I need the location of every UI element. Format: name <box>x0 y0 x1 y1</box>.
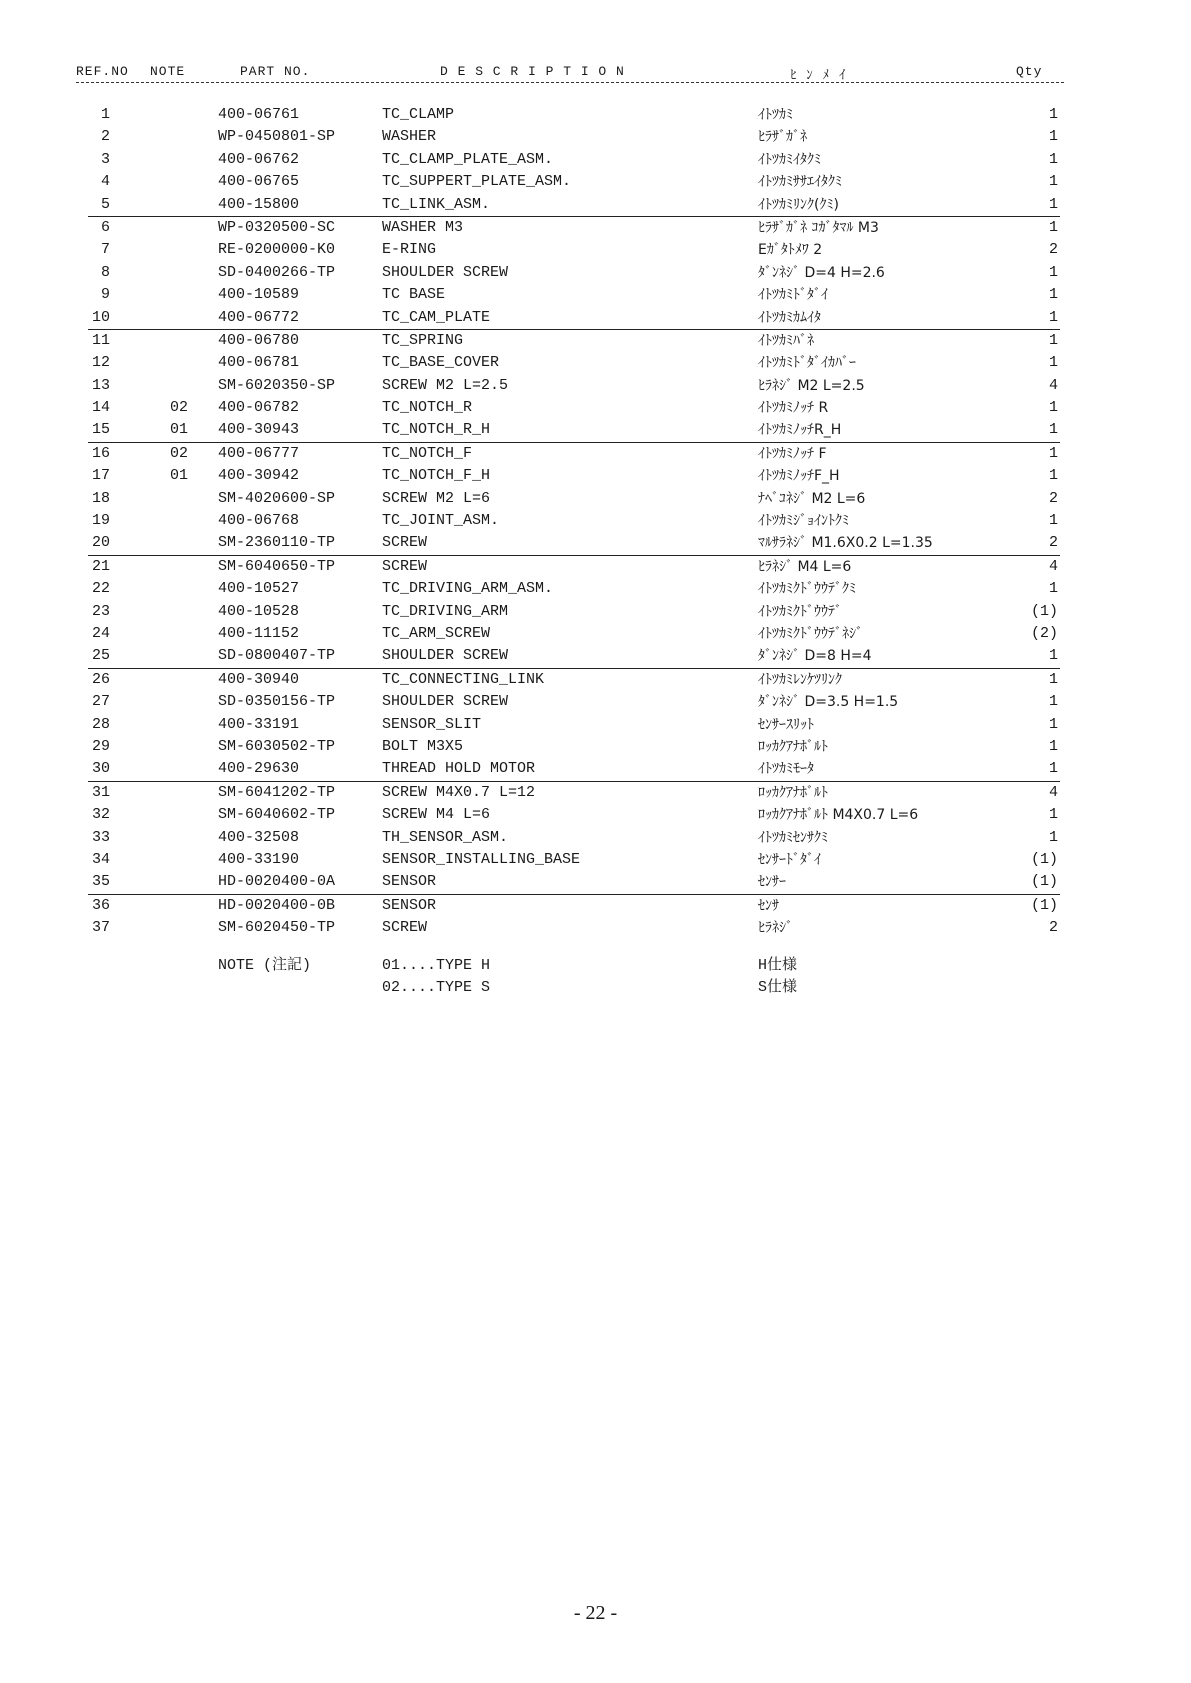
ref-no: 11 <box>91 331 110 349</box>
description: TC BASE <box>382 286 446 304</box>
kana-name: ｾﾝｻｰﾄﾞﾀﾞｲ <box>758 851 821 868</box>
kana-name: ｾﾝｻｰｽﾘｯﾄ <box>758 716 814 733</box>
ref-no: 29 <box>91 737 110 755</box>
table-row <box>0 645 1191 667</box>
table-row <box>0 352 1191 374</box>
table-row <box>88 555 1060 578</box>
part-number: SM-6040650-TP <box>218 557 336 575</box>
part-number: 400-06782 <box>218 399 300 417</box>
quantity: 2 <box>1048 241 1058 259</box>
description: SHOULDER SCREW <box>382 263 509 281</box>
kana-name: Eｶﾞﾀﾄﾒﾜ 2 <box>758 242 823 259</box>
ref-no: 16 <box>91 444 110 462</box>
kana-name: ｲﾄﾂｶﾐｸﾄﾞｳｳﾃﾞｸﾐ <box>758 581 856 598</box>
description: SENSOR_INSTALLING_BASE <box>382 850 581 868</box>
table-row <box>0 827 1191 849</box>
part-number: SM-6041202-TP <box>218 783 336 801</box>
part-number: 400-06781 <box>218 354 300 372</box>
table-row <box>0 262 1191 284</box>
table-row <box>0 194 1191 216</box>
table-row <box>88 668 1060 691</box>
page-number: - 22 - <box>573 1602 618 1624</box>
table-row <box>88 442 1060 465</box>
ref-no: 4 <box>100 173 110 191</box>
ref-no: 15 <box>91 421 110 439</box>
kana-name: ﾅﾍﾞｺﾈｼﾞ M2 L=6 <box>758 490 866 507</box>
part-number: 400-06761 <box>218 106 300 123</box>
table-row <box>0 465 1191 487</box>
kana-name: ｲﾄﾂｶﾐｼﾞｮｲﾝﾄｸﾐ <box>758 513 849 530</box>
table-row <box>0 758 1191 780</box>
kana-name: ｲﾄﾂｶﾐｸﾄﾞｳｳﾃﾞ <box>758 603 842 620</box>
description: SCREW M2 L=6 <box>382 489 491 507</box>
kana-name: ﾀﾞﾝﾈｼﾞ D=8 H=4 <box>758 648 872 665</box>
kana-name: ｲﾄﾂｶﾐｸﾄﾞｳｳﾃﾞﾈｼﾞ <box>758 625 863 642</box>
quantity: 1 <box>1048 421 1058 439</box>
ref-no: 20 <box>91 534 110 552</box>
ref-no: 8 <box>100 263 110 281</box>
ref-no: 17 <box>91 467 110 485</box>
ref-no: 9 <box>100 286 110 304</box>
part-number: 400-15800 <box>218 195 300 213</box>
description: TC_NOTCH_R_H <box>382 421 491 439</box>
part-number: 400-06777 <box>218 444 300 462</box>
table-row <box>0 601 1191 623</box>
header-part: PART NO. <box>240 64 311 79</box>
quantity: 2 <box>1048 489 1058 507</box>
table-row <box>0 104 1191 126</box>
quantity: (2) <box>1030 624 1058 642</box>
quantity: 1 <box>1048 806 1058 824</box>
note-jp: H仕様 <box>758 957 798 974</box>
part-number: WP-0320500-SC <box>218 218 336 236</box>
ref-no: 30 <box>91 760 110 778</box>
kana-name: ｲﾄﾂｶﾐﾉｯﾁ R <box>758 400 829 417</box>
description: TC_SUPPERT_PLATE_ASM. <box>382 173 572 191</box>
header-divider <box>76 82 1064 83</box>
quantity: 1 <box>1048 715 1058 733</box>
ref-no: 5 <box>100 195 110 213</box>
kana-name: ﾋﾗﾈｼﾞ M2 L=2.5 <box>758 377 865 394</box>
kana-name: ﾛｯｶｸｱﾅﾎﾞﾙﾄ <box>758 738 828 755</box>
table-row <box>0 149 1191 171</box>
table-row <box>0 578 1191 600</box>
notes-label: NOTE (注記) <box>218 957 312 974</box>
part-number: 400-33191 <box>218 715 300 733</box>
quantity: 1 <box>1048 760 1058 778</box>
part-number: 400-10527 <box>218 580 300 598</box>
quantity: 1 <box>1048 512 1058 530</box>
description: WASHER M3 <box>382 218 464 236</box>
ref-no: 34 <box>91 850 110 868</box>
quantity: 1 <box>1048 354 1058 372</box>
table-row <box>0 871 1191 893</box>
note-row <box>0 977 1191 999</box>
part-number: WP-0450801-SP <box>218 128 336 146</box>
kana-name: ﾋﾗﾈｼﾞ <box>758 920 793 937</box>
table-row <box>0 532 1191 554</box>
ref-no: 1 <box>100 106 110 123</box>
quantity: (1) <box>1030 873 1058 891</box>
part-number: 400-10528 <box>218 602 300 620</box>
ref-no: 12 <box>91 354 110 372</box>
kana-name: ﾀﾞﾝﾈｼﾞ D=4 H=2.6 <box>758 264 885 281</box>
description: TC_LINK_ASM. <box>382 195 491 213</box>
ref-no: 21 <box>91 557 110 575</box>
kana-name: ｲﾄﾂｶﾐｻｻｴｲﾀｸﾐ <box>758 174 842 191</box>
quantity: 1 <box>1048 670 1058 688</box>
kana-name: ｲﾄﾂｶﾐﾉｯﾁ F <box>758 445 827 462</box>
table-row <box>88 216 1060 239</box>
note-code: 02....TYPE S <box>382 979 491 996</box>
quantity: 1 <box>1048 467 1058 485</box>
ref-no: 35 <box>91 873 110 891</box>
ref-no: 26 <box>91 670 110 688</box>
part-number: SD-0350156-TP <box>218 693 336 711</box>
description: TC_CLAMP <box>382 106 455 123</box>
note-code: 01 <box>170 421 189 439</box>
kana-name: ﾋﾗﾈｼﾞ M4 L=6 <box>758 558 852 575</box>
description: THREAD HOLD MOTOR <box>382 760 536 778</box>
note-jp: S仕様 <box>758 979 798 996</box>
description: SCREW M2 L=2.5 <box>382 376 509 394</box>
part-number: 400-06768 <box>218 512 300 530</box>
kana-name: ｲﾄﾂｶﾐﾊﾞﾈ <box>758 332 814 349</box>
table-row <box>0 510 1191 532</box>
part-number: 400-33190 <box>218 850 300 868</box>
ref-no: 24 <box>91 624 110 642</box>
ref-no: 33 <box>91 828 110 846</box>
ref-no: 2 <box>100 128 110 146</box>
part-number: 400-11152 <box>218 624 300 642</box>
table-row <box>0 917 1191 939</box>
description: TC_JOINT_ASM. <box>382 512 500 530</box>
description: TC_NOTCH_R <box>382 399 473 417</box>
ref-no: 28 <box>91 715 110 733</box>
quantity: 1 <box>1048 737 1058 755</box>
description: SCREW M4 L=6 <box>382 806 491 824</box>
part-number: 400-30942 <box>218 467 300 485</box>
description: SHOULDER SCREW <box>382 647 509 665</box>
description: SCREW M4X0.7 L=12 <box>382 783 536 801</box>
description: TC_DRIVING_ARM <box>382 602 509 620</box>
ref-no: 6 <box>100 218 110 236</box>
quantity: 1 <box>1048 286 1058 304</box>
table-row <box>0 375 1191 397</box>
kana-name: ｲﾄﾂｶﾐｶﾑｲﾀ <box>758 309 821 326</box>
quantity: 2 <box>1048 919 1058 937</box>
note-code: 01 <box>170 467 189 485</box>
table-row <box>0 714 1191 736</box>
ref-no: 10 <box>91 308 110 326</box>
quantity: 1 <box>1048 195 1058 213</box>
description: E-RING <box>382 241 437 259</box>
part-number: SM-6020350-SP <box>218 376 336 394</box>
notes-section <box>0 955 1191 999</box>
header-qty: Qty <box>1016 64 1043 79</box>
quantity: 1 <box>1048 308 1058 326</box>
table-row <box>88 781 1060 804</box>
table-row <box>0 307 1191 329</box>
description: SCREW <box>382 919 428 937</box>
quantity: 4 <box>1048 376 1058 394</box>
quantity: 1 <box>1048 580 1058 598</box>
description: BOLT M3X5 <box>382 737 464 755</box>
kana-name: ｲﾄﾂｶﾐｾﾝｻｸﾐ <box>758 829 828 846</box>
description: TC_BASE_COVER <box>382 354 500 372</box>
part-number: SM-6040602-TP <box>218 806 336 824</box>
part-number: 400-30943 <box>218 421 300 439</box>
quantity: 1 <box>1048 128 1058 146</box>
part-number: 400-32508 <box>218 828 300 846</box>
quantity: 1 <box>1048 444 1058 462</box>
part-number: 400-06780 <box>218 331 300 349</box>
parts-table <box>0 104 1191 939</box>
table-row <box>0 488 1191 510</box>
table-row <box>0 623 1191 645</box>
description: TC_CONNECTING_LINK <box>382 670 545 688</box>
note-code: 02 <box>170 399 189 417</box>
kana-name: ｲﾄﾂｶﾐﾄﾞﾀﾞｲ <box>758 287 828 304</box>
kana-name: ﾛｯｶｸｱﾅﾎﾞﾙﾄ <box>758 784 828 801</box>
description: SHOULDER SCREW <box>382 693 509 711</box>
table-row <box>88 894 1060 917</box>
quantity: 1 <box>1048 693 1058 711</box>
kana-name: ｲﾄﾂｶﾐ <box>758 107 793 123</box>
description: SCREW <box>382 557 428 575</box>
note-row <box>0 955 1191 977</box>
table-row <box>0 397 1191 419</box>
kana-name: ｾﾝｻ <box>758 897 779 914</box>
ref-no: 36 <box>91 896 110 914</box>
header-description: D E S C R I P T I O N <box>440 64 625 79</box>
header-note: NOTE <box>150 64 186 79</box>
table-row <box>0 691 1191 713</box>
part-number: 400-29630 <box>218 760 300 778</box>
description: SENSOR <box>382 873 437 891</box>
ref-no: 14 <box>91 399 110 417</box>
table-row <box>0 239 1191 261</box>
kana-name: ｲﾄﾂｶﾐﾚﾝｹﾂﾘﾝｸ <box>758 671 842 688</box>
part-number: SM-6020450-TP <box>218 919 336 937</box>
kana-name: ｲﾄﾂｶﾐﾉｯﾁR_H <box>758 422 842 439</box>
ref-no: 18 <box>91 489 110 507</box>
kana-name: ﾛｯｶｸｱﾅﾎﾞﾙﾄ M4X0.7 L=6 <box>758 807 919 824</box>
kana-name: ｲﾄﾂｶﾐﾄﾞﾀﾞｲｶﾊﾞｰ <box>758 355 856 372</box>
kana-name: ｲﾄﾂｶﾐﾘﾝｸ(ｸﾐ) <box>758 196 839 213</box>
table-row <box>0 284 1191 306</box>
kana-name: ﾋﾗｻﾞｶﾞﾈ <box>758 129 807 146</box>
quantity: (1) <box>1030 850 1058 868</box>
description: WASHER <box>382 128 437 146</box>
ref-no: 25 <box>91 647 110 665</box>
ref-no: 37 <box>91 919 110 937</box>
ref-no: 7 <box>100 241 110 259</box>
table-row <box>88 329 1060 352</box>
description: TC_NOTCH_F_H <box>382 467 491 485</box>
table-row <box>0 849 1191 871</box>
description: TH_SENSOR_ASM. <box>382 828 509 846</box>
kana-name: ｲﾄﾂｶﾐｲﾀｸﾐ <box>758 151 821 168</box>
description: TC_DRIVING_ARM_ASM. <box>382 580 554 598</box>
kana-name: ﾏﾙｻﾗﾈｼﾞ M1.6X0.2 L=1.35 <box>758 535 933 552</box>
quantity: 1 <box>1048 647 1058 665</box>
description: SENSOR_SLIT <box>382 715 482 733</box>
ref-no: 32 <box>91 806 110 824</box>
header-ref: REF.NO <box>76 64 129 79</box>
ref-no: 13 <box>91 376 110 394</box>
part-number: HD-0020400-0B <box>218 896 336 914</box>
description: SENSOR <box>382 896 437 914</box>
part-number: SD-0800407-TP <box>218 647 336 665</box>
header-kana: ﾋ ﾝ ﾒ ｲ <box>790 68 847 83</box>
part-number: SM-4020600-SP <box>218 489 336 507</box>
part-number: 400-10589 <box>218 286 300 304</box>
kana-name: ｲﾄﾂｶﾐﾓｰﾀ <box>758 761 814 778</box>
part-number: RE-0200000-K0 <box>218 241 336 259</box>
quantity: 1 <box>1048 150 1058 168</box>
description: TC_CAM_PLATE <box>382 308 491 326</box>
quantity: 1 <box>1048 331 1058 349</box>
table-row <box>0 736 1191 758</box>
ref-no: 31 <box>91 783 110 801</box>
ref-no: 23 <box>91 602 110 620</box>
table-row <box>0 126 1191 148</box>
note-code: 02 <box>170 444 189 462</box>
description: TC_CLAMP_PLATE_ASM. <box>382 150 554 168</box>
quantity: 4 <box>1048 557 1058 575</box>
table-row <box>0 804 1191 826</box>
description: SCREW <box>382 534 428 552</box>
quantity: (1) <box>1030 896 1058 914</box>
quantity: 2 <box>1048 534 1058 552</box>
part-number: 400-06772 <box>218 308 300 326</box>
part-number: HD-0020400-0A <box>218 873 336 891</box>
ref-no: 19 <box>91 512 110 530</box>
part-number: 400-06765 <box>218 173 300 191</box>
quantity: 1 <box>1048 828 1058 846</box>
quantity: 1 <box>1048 263 1058 281</box>
ref-no: 22 <box>91 580 110 598</box>
part-number: SD-0400266-TP <box>218 263 336 281</box>
kana-name: ﾀﾞﾝﾈｼﾞ D=3.5 H=1.5 <box>758 694 899 711</box>
description: TC_SPRING <box>382 331 464 349</box>
ref-no: 27 <box>91 693 110 711</box>
quantity: 1 <box>1048 173 1058 191</box>
quantity: 1 <box>1048 106 1058 123</box>
part-number: 400-30940 <box>218 670 300 688</box>
part-number: SM-2360110-TP <box>218 534 336 552</box>
kana-name: ﾋﾗｻﾞｶﾞﾈ ｺｶﾞﾀﾏﾙ M3 <box>758 219 879 236</box>
part-number: 400-06762 <box>218 150 300 168</box>
note-code: 01....TYPE H <box>382 957 491 974</box>
description: TC_NOTCH_F <box>382 444 473 462</box>
quantity: (1) <box>1030 602 1058 620</box>
quantity: 1 <box>1048 399 1058 417</box>
table-row <box>0 419 1191 441</box>
kana-name: ｲﾄﾂｶﾐﾉｯﾁF_H <box>758 468 840 485</box>
description: TC_ARM_SCREW <box>382 624 491 642</box>
table-row <box>0 171 1191 193</box>
quantity: 1 <box>1048 218 1058 236</box>
quantity: 4 <box>1048 783 1058 801</box>
part-number: SM-6030502-TP <box>218 737 336 755</box>
ref-no: 3 <box>100 150 110 168</box>
kana-name: ｾﾝｻｰ <box>758 874 786 891</box>
